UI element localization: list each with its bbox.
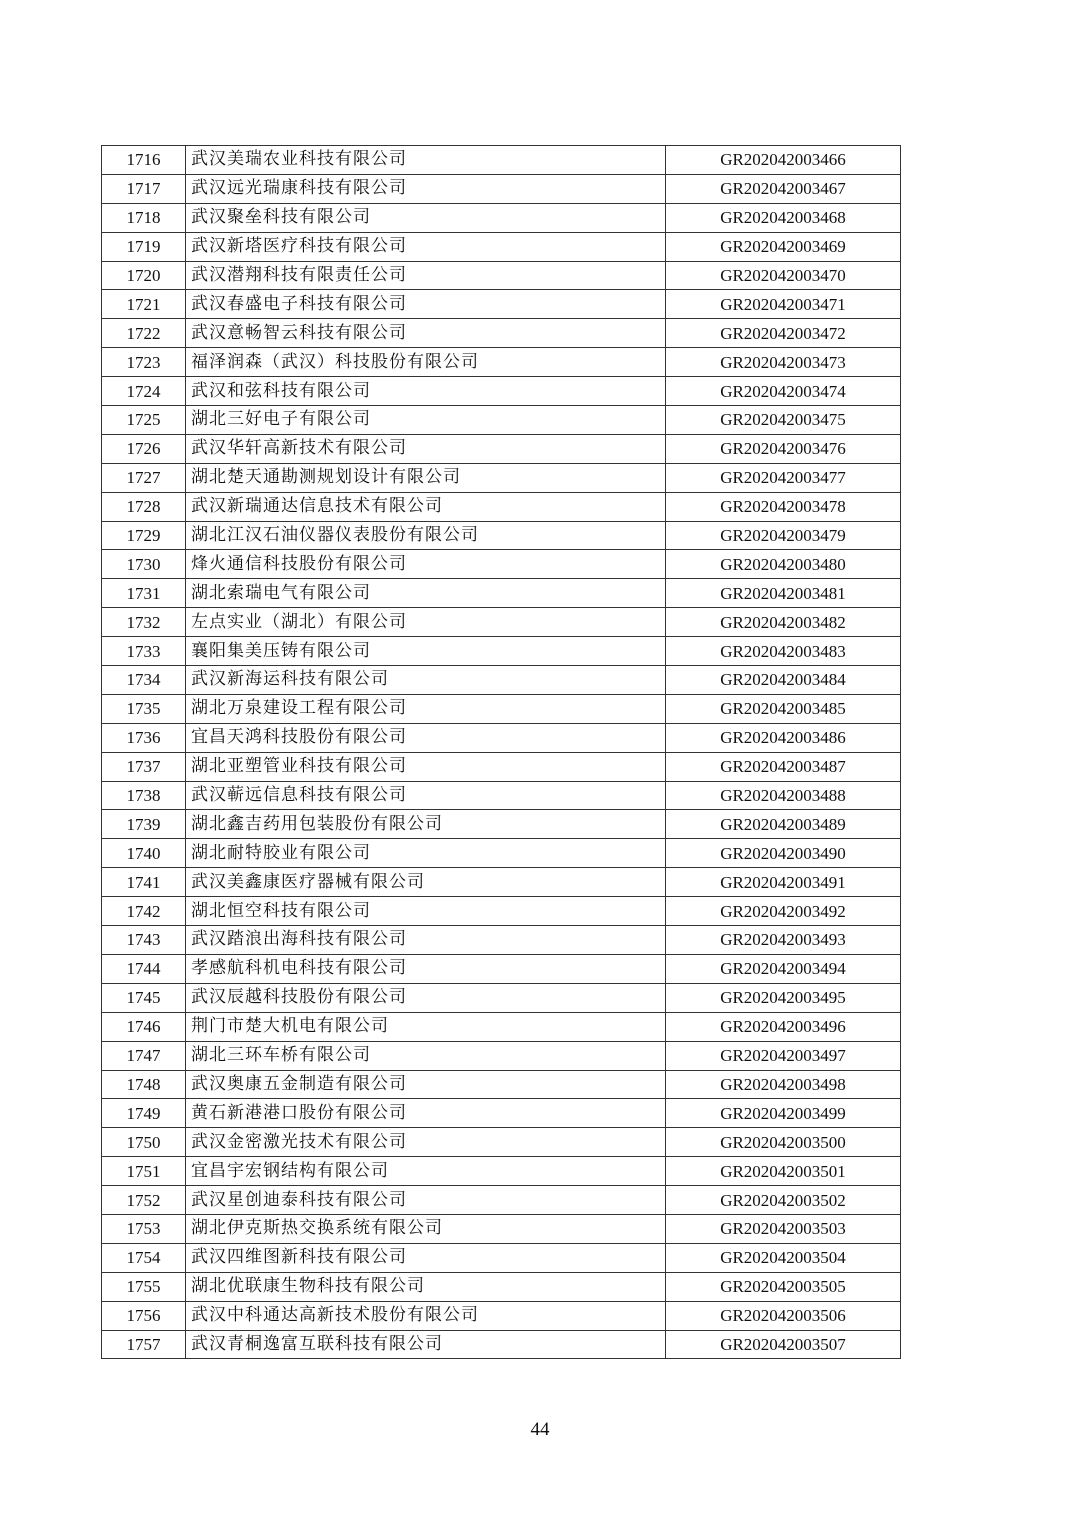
table-row [102, 1012, 901, 1041]
row-number-cell: 1749 [102, 1099, 186, 1128]
row-number-cell: 1750 [102, 1128, 186, 1157]
certificate-code-cell: GR202042003472 [666, 319, 901, 348]
company-name-cell: 烽火通信科技股份有限公司 [186, 550, 666, 579]
company-name-cell: 武汉华轩高新技术有限公司 [186, 434, 666, 463]
row-number-cell: 1741 [102, 868, 186, 897]
company-name-cell: 武汉春盛电子科技有限公司 [186, 290, 666, 319]
company-name-cell: 襄阳集美压铸有限公司 [186, 637, 666, 666]
table-row [102, 174, 901, 203]
company-name-cell: 武汉潜翔科技有限责任公司 [186, 261, 666, 290]
table-row [102, 1301, 901, 1330]
certificate-code-cell: GR202042003470 [666, 261, 901, 290]
table-row [102, 839, 901, 868]
row-number-cell: 1757 [102, 1330, 186, 1359]
row-number-cell: 1724 [102, 377, 186, 406]
certificate-code-cell: GR202042003498 [666, 1070, 901, 1099]
table-row [102, 203, 901, 232]
table-row [102, 463, 901, 492]
company-name-cell: 福泽润森（武汉）科技股份有限公司 [186, 348, 666, 377]
company-name-cell: 荆门市楚大机电有限公司 [186, 1012, 666, 1041]
company-name-cell: 武汉辰越科技股份有限公司 [186, 983, 666, 1012]
table-row [102, 377, 901, 406]
company-name-cell: 湖北优联康生物科技有限公司 [186, 1272, 666, 1301]
company-name-cell: 湖北亚塑管业科技有限公司 [186, 752, 666, 781]
certificate-code-cell: GR202042003475 [666, 406, 901, 435]
table-row [102, 1330, 901, 1359]
table-row [102, 1272, 901, 1301]
row-number-cell: 1746 [102, 1012, 186, 1041]
company-table-body [102, 146, 901, 1359]
certificate-code-cell: GR202042003497 [666, 1041, 901, 1070]
certificate-code-cell: GR202042003479 [666, 521, 901, 550]
row-number-cell: 1743 [102, 926, 186, 955]
certificate-code-cell: GR202042003477 [666, 463, 901, 492]
row-number-cell: 1727 [102, 463, 186, 492]
company-name-cell: 武汉新塔医疗科技有限公司 [186, 232, 666, 261]
company-name-cell: 武汉美瑞农业科技有限公司 [186, 146, 666, 175]
table-row [102, 1070, 901, 1099]
certificate-code-cell: GR202042003503 [666, 1214, 901, 1243]
table-row [102, 550, 901, 579]
company-name-cell: 武汉星创迪泰科技有限公司 [186, 1186, 666, 1215]
certificate-code-cell: GR202042003507 [666, 1330, 901, 1359]
table-row [102, 1157, 901, 1186]
company-name-cell: 湖北索瑞电气有限公司 [186, 579, 666, 608]
table-row [102, 579, 901, 608]
table-row [102, 752, 901, 781]
certificate-code-cell: GR202042003491 [666, 868, 901, 897]
row-number-cell: 1737 [102, 752, 186, 781]
certificate-code-cell: GR202042003474 [666, 377, 901, 406]
certificate-code-cell: GR202042003481 [666, 579, 901, 608]
row-number-cell: 1756 [102, 1301, 186, 1330]
row-number-cell: 1742 [102, 897, 186, 926]
certificate-code-cell: GR202042003492 [666, 897, 901, 926]
row-number-cell: 1745 [102, 983, 186, 1012]
certificate-code-cell: GR202042003489 [666, 810, 901, 839]
company-name-cell: 武汉新瑞通达信息技术有限公司 [186, 492, 666, 521]
certificate-code-cell: GR202042003490 [666, 839, 901, 868]
table-row [102, 666, 901, 695]
row-number-cell: 1731 [102, 579, 186, 608]
company-name-cell: 湖北江汉石油仪器仪表股份有限公司 [186, 521, 666, 550]
company-name-cell: 武汉和弦科技有限公司 [186, 377, 666, 406]
table-row [102, 954, 901, 983]
row-number-cell: 1747 [102, 1041, 186, 1070]
company-name-cell: 湖北三好电子有限公司 [186, 406, 666, 435]
row-number-cell: 1728 [102, 492, 186, 521]
certificate-code-cell: GR202042003471 [666, 290, 901, 319]
certificate-code-cell: GR202042003473 [666, 348, 901, 377]
certificate-code-cell: GR202042003493 [666, 926, 901, 955]
table-row [102, 868, 901, 897]
company-name-cell: 武汉青桐逸富互联科技有限公司 [186, 1330, 666, 1359]
certificate-code-cell: GR202042003476 [666, 434, 901, 463]
certificate-code-cell: GR202042003466 [666, 146, 901, 175]
row-number-cell: 1722 [102, 319, 186, 348]
row-number-cell: 1726 [102, 434, 186, 463]
certificate-code-cell: GR202042003483 [666, 637, 901, 666]
certificate-code-cell: GR202042003478 [666, 492, 901, 521]
table-row [102, 1214, 901, 1243]
company-name-cell: 宜昌天鸿科技股份有限公司 [186, 723, 666, 752]
company-name-cell: 湖北伊克斯热交换系统有限公司 [186, 1214, 666, 1243]
row-number-cell: 1744 [102, 954, 186, 983]
row-number-cell: 1734 [102, 666, 186, 695]
certificate-code-cell: GR202042003468 [666, 203, 901, 232]
company-name-cell: 左点实业（湖北）有限公司 [186, 608, 666, 637]
certificate-code-cell: GR202042003469 [666, 232, 901, 261]
row-number-cell: 1725 [102, 406, 186, 435]
row-number-cell: 1751 [102, 1157, 186, 1186]
row-number-cell: 1717 [102, 174, 186, 203]
certificate-code-cell: GR202042003505 [666, 1272, 901, 1301]
company-name-cell: 湖北耐特胶业有限公司 [186, 839, 666, 868]
table-row [102, 492, 901, 521]
table-row [102, 723, 901, 752]
table-row [102, 406, 901, 435]
certificate-code-cell: GR202042003500 [666, 1128, 901, 1157]
row-number-cell: 1755 [102, 1272, 186, 1301]
company-name-cell: 武汉新海运科技有限公司 [186, 666, 666, 695]
page-number: 44 [530, 1419, 550, 1440]
table-row [102, 348, 901, 377]
certificate-code-cell: GR202042003494 [666, 954, 901, 983]
company-name-cell: 武汉聚垒科技有限公司 [186, 203, 666, 232]
table-row [102, 983, 901, 1012]
row-number-cell: 1740 [102, 839, 186, 868]
company-name-cell: 武汉四维图新科技有限公司 [186, 1243, 666, 1272]
table-row [102, 434, 901, 463]
certificate-code-cell: GR202042003502 [666, 1186, 901, 1215]
certificate-code-cell: GR202042003501 [666, 1157, 901, 1186]
table-row [102, 1099, 901, 1128]
row-number-cell: 1729 [102, 521, 186, 550]
table-row [102, 1186, 901, 1215]
company-name-cell: 湖北恒空科技有限公司 [186, 897, 666, 926]
company-name-cell: 武汉奥康五金制造有限公司 [186, 1070, 666, 1099]
row-number-cell: 1736 [102, 723, 186, 752]
certificate-code-cell: GR202042003506 [666, 1301, 901, 1330]
certificate-code-cell: GR202042003486 [666, 723, 901, 752]
company-name-cell: 黄石新港港口股份有限公司 [186, 1099, 666, 1128]
row-number-cell: 1739 [102, 810, 186, 839]
company-name-cell: 武汉意畅智云科技有限公司 [186, 319, 666, 348]
certificate-code-cell: GR202042003495 [666, 983, 901, 1012]
table-row [102, 897, 901, 926]
row-number-cell: 1723 [102, 348, 186, 377]
company-name-cell: 武汉踏浪出海科技有限公司 [186, 926, 666, 955]
certificate-code-cell: GR202042003504 [666, 1243, 901, 1272]
row-number-cell: 1754 [102, 1243, 186, 1272]
table-row [102, 637, 901, 666]
row-number-cell: 1748 [102, 1070, 186, 1099]
table-row [102, 926, 901, 955]
table-row [102, 694, 901, 723]
certificate-code-cell: GR202042003488 [666, 781, 901, 810]
table-row [102, 608, 901, 637]
row-number-cell: 1738 [102, 781, 186, 810]
table-row [102, 290, 901, 319]
row-number-cell: 1733 [102, 637, 186, 666]
company-name-cell: 武汉金密激光技术有限公司 [186, 1128, 666, 1157]
table-row [102, 781, 901, 810]
row-number-cell: 1732 [102, 608, 186, 637]
company-name-cell: 武汉远光瑞康科技有限公司 [186, 174, 666, 203]
row-number-cell: 1718 [102, 203, 186, 232]
row-number-cell: 1716 [102, 146, 186, 175]
table-row [102, 1128, 901, 1157]
company-name-cell: 孝感航科机电科技有限公司 [186, 954, 666, 983]
company-name-cell: 武汉美鑫康医疗器械有限公司 [186, 868, 666, 897]
table-row [102, 319, 901, 348]
company-name-cell: 武汉中科通达高新技术股份有限公司 [186, 1301, 666, 1330]
row-number-cell: 1719 [102, 232, 186, 261]
table-row [102, 1243, 901, 1272]
company-name-cell: 武汉蕲远信息科技有限公司 [186, 781, 666, 810]
certificate-code-cell: GR202042003485 [666, 694, 901, 723]
table-row [102, 232, 901, 261]
company-name-cell: 湖北鑫吉药用包装股份有限公司 [186, 810, 666, 839]
table-row [102, 521, 901, 550]
company-name-cell: 湖北三环车桥有限公司 [186, 1041, 666, 1070]
company-name-cell: 湖北万泉建设工程有限公司 [186, 694, 666, 723]
company-name-cell: 宜昌宇宏钢结构有限公司 [186, 1157, 666, 1186]
certificate-code-cell: GR202042003499 [666, 1099, 901, 1128]
table-row [102, 1041, 901, 1070]
table-row [102, 146, 901, 175]
certificate-code-cell: GR202042003496 [666, 1012, 901, 1041]
row-number-cell: 1753 [102, 1214, 186, 1243]
row-number-cell: 1730 [102, 550, 186, 579]
row-number-cell: 1752 [102, 1186, 186, 1215]
row-number-cell: 1720 [102, 261, 186, 290]
certificate-code-cell: GR202042003480 [666, 550, 901, 579]
certificate-code-cell: GR202042003487 [666, 752, 901, 781]
company-table [101, 145, 901, 1359]
row-number-cell: 1721 [102, 290, 186, 319]
certificate-code-cell: GR202042003482 [666, 608, 901, 637]
table-row [102, 810, 901, 839]
table-row [102, 261, 901, 290]
company-name-cell: 湖北楚天通勘测规划设计有限公司 [186, 463, 666, 492]
row-number-cell: 1735 [102, 694, 186, 723]
certificate-code-cell: GR202042003484 [666, 666, 901, 695]
certificate-code-cell: GR202042003467 [666, 174, 901, 203]
